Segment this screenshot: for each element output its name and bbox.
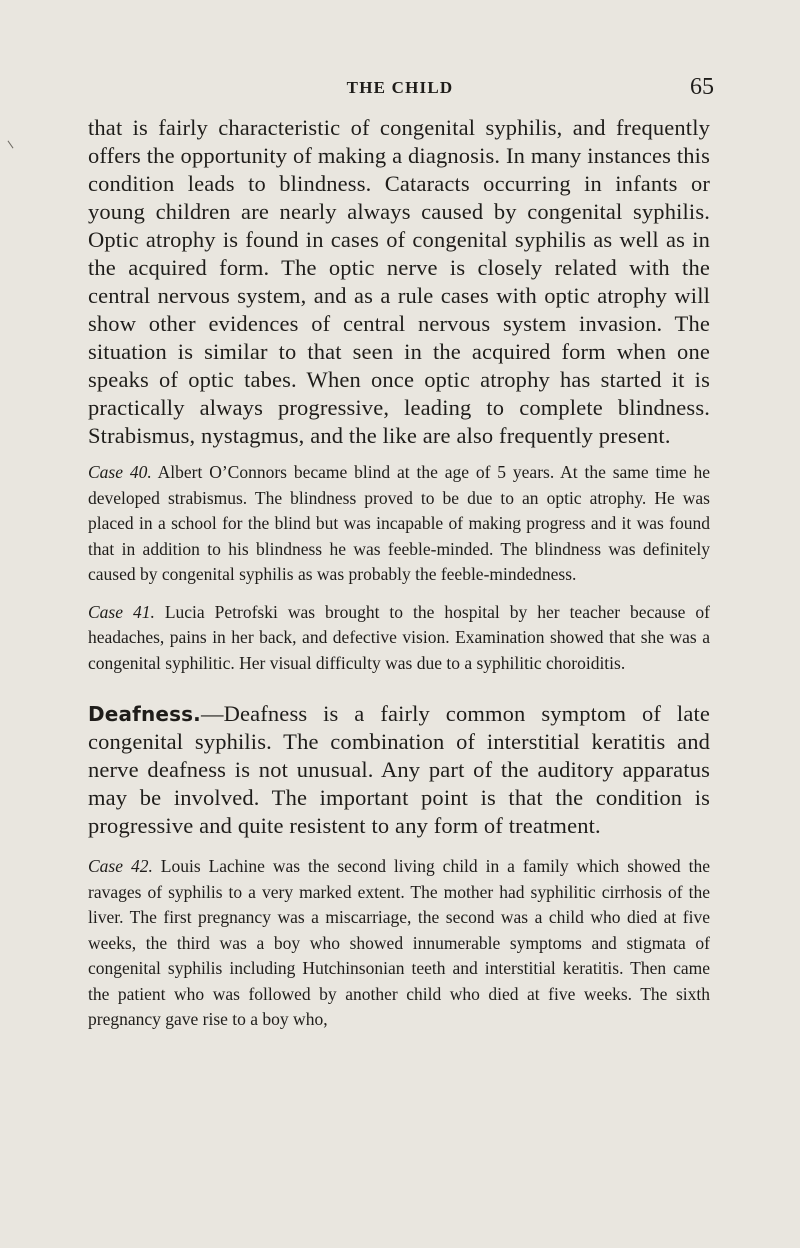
case-40-label: Case 40. (88, 462, 152, 482)
deafness-text: —Deafness is a fairly common symptom of late congenital syphilis. The combination of interstitial keratitis and nerve deafness is not unusual. Any part of the auditory apparatus may be involved. The important point is that the condition is progressive and quite resistent to any form of treatment. (88, 701, 710, 838)
case-40 (88, 460, 710, 588)
paragraph-deafness (88, 700, 710, 840)
case-42 (88, 854, 710, 1033)
case-40-text: Albert O’Connors became blind at the age of 5 years. At the same time he developed strabismus. The blindness proved to be due to an optic atrophy. He was placed in a school for the blind but was incapable of making progress and it was found that in addition to his blindness he was feeble-minded. The blindness was definitely caused by congenital syphilis as was probably the feeble-mindedness. (88, 462, 711, 584)
case-41 (88, 600, 710, 677)
paragraph-blindness: that is fairly characteristic of congenital syphilis, and frequently offers the opportunity of making a diagnosis. In many instances this condition leads to blindness. Cataracts occurring in infants or young children are nearly always caused by congenital syphilis. Optic atrophy is found in cases of congenital syphilis as well as in the acquired form. The optic nerve is closely related with the central nervous system, and as a rule cases with optic atrophy will show other evidences of central nervous system invasion. The situation is similar to that seen in the acquired form when one speaks of optic tabes. When once optic atrophy has started it is practically always progressive, leading to complete blindness. Strabismus, nystagmus, and the like are also frequently present. (88, 115, 710, 448)
case-41-text: Lucia Petrofski was brought to the hospital by her teacher because of headaches, pains in her back, and defective vision. Examination showed that she was a congenital syphilitic. Her visual difficulty was due to a syphilitic choroiditis. (88, 601, 710, 673)
margin-mark (8, 141, 14, 149)
running-title: THE CHILD (346, 78, 454, 97)
running-head (0, 74, 800, 104)
page-number: 65 (690, 74, 714, 100)
case-42-text: Louis Lachine was the second living child in a family which showed the ravages of syphilis to a very marked extent. The mother had syphilitic cirrhosis of the liver. The first pregnancy was a miscarriage, the second was a child who died at five weeks, the third was a boy who showed innumerable symptoms and stigmata of congenital syphilis including Hutchinsonian teeth and interstitial keratitis. Then came the patient who was followed by another child who died at five weeks. The sixth pregnancy gave rise to a boy who, (88, 856, 711, 1029)
case-42-label: Case 42. (88, 856, 153, 876)
body-text (88, 114, 710, 1033)
case-41-label: Case 41. (88, 601, 155, 622)
deafness-heading: Deafness. (88, 702, 201, 726)
